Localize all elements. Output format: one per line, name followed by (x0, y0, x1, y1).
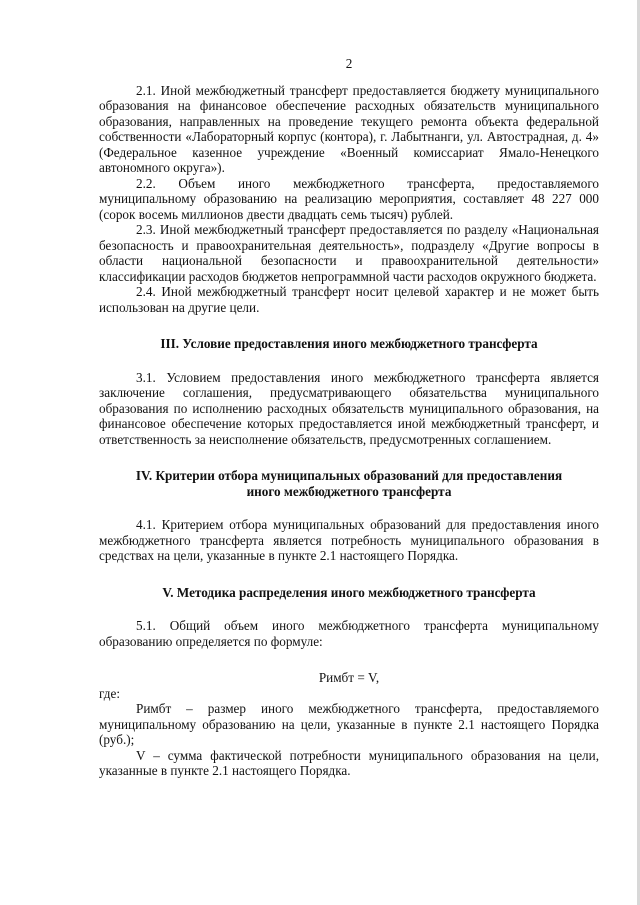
section-3-heading: III. Условие предоставления иного межбюджетного трансферта (160, 336, 538, 351)
paragraph-4-1: 4.1. Критерием отбора муниципальных образований для предоставления иного межбюджетного трансферта является потребность муниципального образования в средствах на цели, указанные в пункте 2.1 настоящего Порядка. (99, 517, 599, 563)
document-page (99, 56, 599, 779)
definition-rimbt: Римбт – размер иного межбюджетного трансферта, предоставляемого муниципальному образованию на цели, указанные в пункте 2.1 настоящего Порядка (руб.); (99, 701, 599, 747)
paragraph-2-2: 2.2. Объем иного межбюджетного трансферта, предоставляемого муниципальному образованию на реализацию мероприятия, составляет 48 227 000 (сорок восемь миллионов двести двадцать семь тысяч) рублей. (99, 175, 599, 222)
formula: Римбт = V, (318, 670, 380, 685)
definition-v: V – сумма фактической потребности муниципального образования на цели, указанные в пункте 2.1 настоящего Порядка. (99, 747, 599, 778)
page-number: 2 (345, 56, 353, 71)
paragraph-2-4: 2.4. Иной межбюджетный трансферт носит целевой характер и не может быть использован на другие цели. (99, 284, 599, 315)
where-label: где: (99, 685, 120, 701)
paragraph-2-3: 2.3. Иной межбюджетный трансферт предоставляется по разделу «Национальная безопасность и правоохранительная деятельность», подразделу «Другие вопросы в области национальной безопасности и правоохранительной деятельности» классификации расходов бюджетов непрограммной части расходов окружного бюджета. (99, 222, 599, 284)
section-4-heading-line1: IV. Критерии отбора муниципальных образований для предоставления (135, 468, 563, 483)
paragraph-2-1: 2.1. Иной межбюджетный трансферт предоставляется бюджету муниципального образования на финансовое обеспечение расходных обязательств муниципального образования, направленных на проведение текущего ремонта объекта федеральной собственности «Лабораторный корпус (контора), г. Лабытнанги, ул. Автострадная, д. 4» (Федеральное казенное учреждение «Военный комиссариат Ямало-Ненецкого автономного округа»). (99, 82, 599, 175)
section-4-heading-line2: иного межбюджетного трансферта (246, 483, 452, 499)
paragraph-3-1: 3.1. Условием предоставления иного межбюджетного трансферта является заключение соглашения, предусматривающего обязательства муниципального образования по исполнению расходных обязательств муниципального образования, на финансовое обеспечение которых предоставляется иной межбюджетный трансферт, и ответственность за неисполнение обязательств, предусмотренных соглашением. (99, 369, 599, 447)
section-5-heading: V. Методика распределения иного межбюджетного трансферта (162, 584, 536, 600)
section-4-heading (99, 468, 599, 499)
paragraph-5-1: 5.1. Общий объем иного межбюджетного трансферта муниципальному образованию определяется по формуле: (99, 618, 599, 649)
